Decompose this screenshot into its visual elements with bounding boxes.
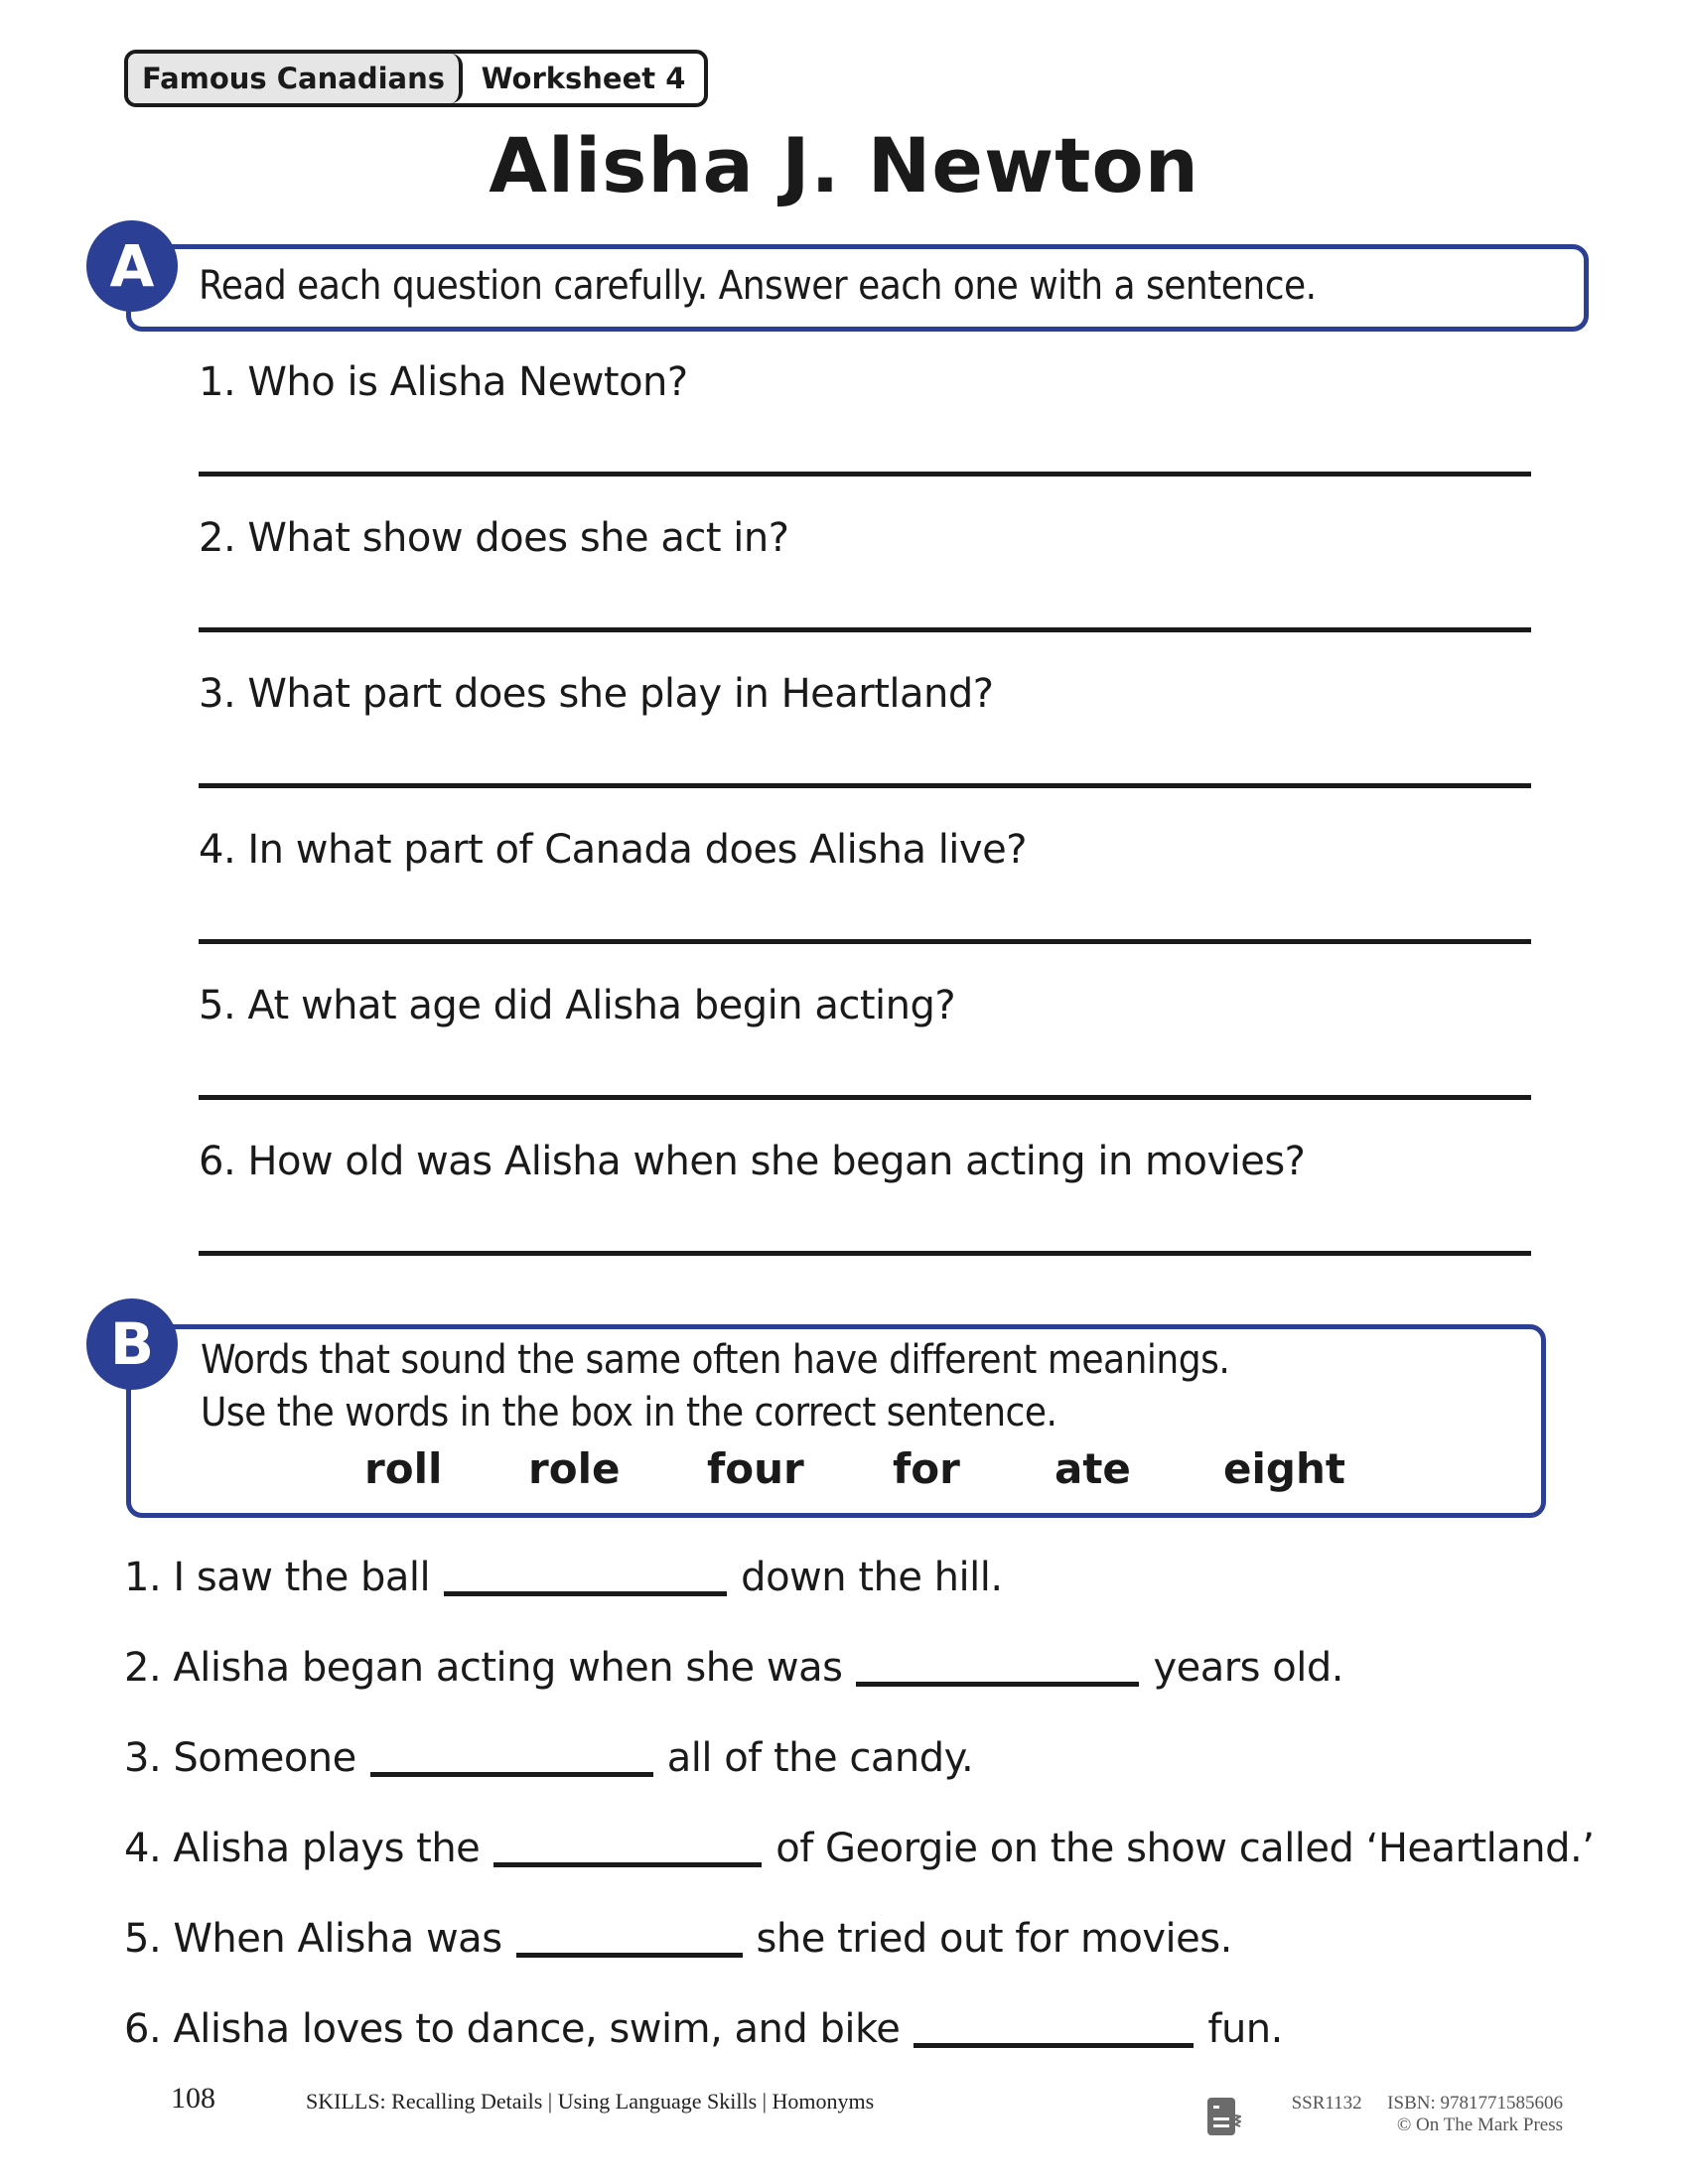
word-bank bbox=[364, 1444, 1345, 1493]
answer-line-5[interactable] bbox=[199, 1095, 1531, 1100]
sentence-text: all of the candy. bbox=[666, 1735, 974, 1781]
sentence-2 bbox=[124, 1645, 1343, 1691]
sentence-text: 1. I saw the ball bbox=[124, 1555, 431, 1600]
question-5: 5. At what age did Alisha begin acting? bbox=[199, 983, 956, 1028]
question-1: 1. Who is Alisha Newton? bbox=[199, 359, 688, 405]
sentence-text: fun. bbox=[1207, 2006, 1283, 2052]
question-4: 4. In what part of Canada does Alisha live? bbox=[199, 827, 1027, 873]
book-icon bbox=[1207, 2098, 1241, 2137]
fill-blank[interactable] bbox=[516, 1952, 743, 1958]
section-a-instruction: Read each question carefully. Answer each one with a sentence. bbox=[199, 263, 1317, 309]
footer-codes bbox=[1281, 2093, 1563, 2136]
product-code: SSR1132 bbox=[1291, 2093, 1362, 2114]
fill-blank[interactable] bbox=[493, 1861, 762, 1867]
fill-blank[interactable] bbox=[914, 2042, 1194, 2048]
answer-line-1[interactable] bbox=[199, 472, 1531, 477]
word-bank-item: roll bbox=[364, 1444, 443, 1493]
section-b-instruction-1: Words that sound the same often have different meanings. bbox=[201, 1337, 1230, 1383]
question-3: 3. What part does she play in Heartland? bbox=[199, 671, 994, 717]
series-tab: Famous Canadians bbox=[128, 54, 463, 103]
sentence-text: 4. Alisha plays the bbox=[124, 1826, 481, 1871]
isbn: ISBN: 9781771585606 bbox=[1387, 2093, 1563, 2114]
fill-blank[interactable] bbox=[444, 1590, 727, 1596]
section-b-badge: B bbox=[86, 1298, 178, 1390]
skills-line: SKILLS: Recalling Details | Using Language Skills | Homonyms bbox=[306, 2089, 875, 2114]
answer-line-6[interactable] bbox=[199, 1251, 1531, 1256]
section-b-box bbox=[126, 1324, 1546, 1518]
answer-line-3[interactable] bbox=[199, 783, 1531, 788]
fill-blank[interactable] bbox=[856, 1681, 1139, 1687]
answer-line-4[interactable] bbox=[199, 939, 1531, 944]
header-tabs bbox=[124, 50, 708, 107]
sentence-4 bbox=[124, 1826, 1594, 1871]
sentence-3 bbox=[124, 1735, 973, 1781]
question-2: 2. What show does she act in? bbox=[199, 515, 789, 561]
page-title: Alisha J. Newton bbox=[489, 121, 1199, 209]
section-a-badge: A bbox=[86, 220, 178, 312]
question-6: 6. How old was Alisha when she began acting in movies? bbox=[199, 1139, 1306, 1184]
word-bank-item: ate bbox=[1055, 1444, 1131, 1493]
sentence-text: of Georgie on the show called ‘Heartland.’ bbox=[775, 1826, 1595, 1871]
section-b-instruction-2: Use the words in the box in the correct sentence. bbox=[201, 1390, 1057, 1435]
sentence-text: 3. Someone bbox=[124, 1735, 356, 1781]
word-bank-item: role bbox=[528, 1444, 621, 1493]
sentence-1 bbox=[124, 1555, 1003, 1600]
sentence-text: 6. Alisha loves to dance, swim, and bike bbox=[124, 2006, 901, 2052]
publisher: © On The Mark Press bbox=[1396, 2115, 1563, 2135]
section-a-box bbox=[126, 244, 1589, 332]
worksheet-tab: Worksheet 4 bbox=[481, 62, 686, 95]
sentence-text: 5. When Alisha was bbox=[124, 1916, 502, 1962]
sentence-5 bbox=[124, 1916, 1232, 1962]
sentence-6 bbox=[124, 2006, 1283, 2052]
sentence-text: years old. bbox=[1153, 1645, 1343, 1691]
sentence-text: 2. Alisha began acting when she was bbox=[124, 1645, 843, 1691]
fill-blank[interactable] bbox=[370, 1771, 653, 1777]
word-bank-item: eight bbox=[1223, 1444, 1345, 1493]
word-bank-item: four bbox=[707, 1444, 804, 1493]
sentence-text: she tried out for movies. bbox=[756, 1916, 1232, 1962]
sentence-text: down the hill. bbox=[741, 1555, 1003, 1600]
answer-line-2[interactable] bbox=[199, 627, 1531, 632]
word-bank-item: for bbox=[893, 1444, 960, 1493]
page-number: 108 bbox=[171, 2082, 215, 2115]
